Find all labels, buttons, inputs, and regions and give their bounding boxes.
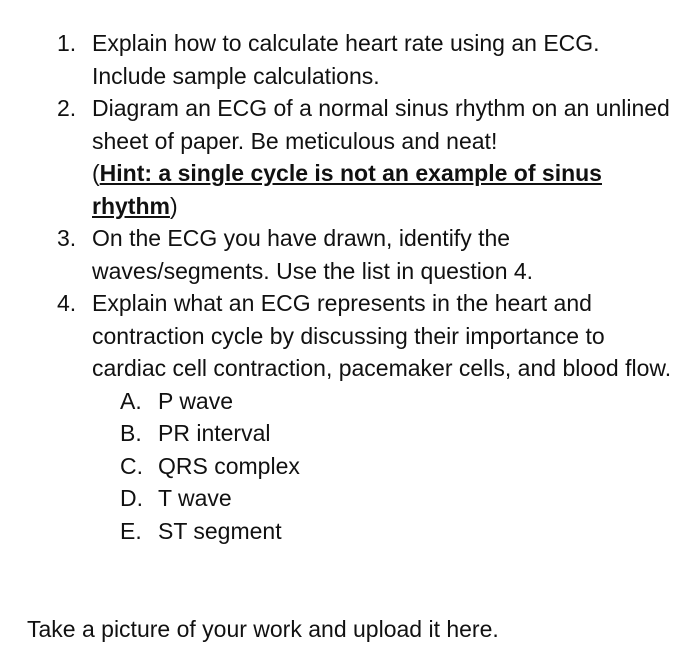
subitem-letter: B.	[120, 420, 142, 446]
question-number: 1.	[57, 30, 77, 56]
subitem-text: T wave	[158, 485, 232, 511]
question-list	[0, 27, 700, 547]
subitem-text: PR interval	[158, 420, 271, 446]
footer-instruction: Take a picture of your work and upload it here.	[27, 616, 499, 642]
subitem-d	[0, 482, 700, 515]
question-number: 4.	[57, 290, 77, 316]
subitem-text: QRS complex	[158, 452, 300, 479]
question-text: Explain what an ECG represents in the heart and contraction cycle by discussing their importance to cardiac cell contraction, pacemaker cells, and blood flow.	[92, 290, 672, 381]
question-2	[0, 92, 677, 222]
subitem-b	[0, 417, 700, 450]
question-4	[0, 287, 677, 385]
question-text: Explain how to calculate heart rate using an ECG. Include sample calculations.	[92, 30, 600, 89]
question-number: 3.	[57, 225, 77, 251]
subitem-text: ST segment	[158, 517, 282, 544]
subitem-letter: D.	[120, 485, 143, 511]
question-text: Diagram an ECG of a normal sinus rhythm on an unlined sheet of paper. Be meticulous and neat!	[92, 95, 670, 154]
hint-close-paren: )	[169, 192, 178, 219]
subitem-e	[0, 515, 700, 548]
subitem-a	[0, 385, 700, 418]
question-3	[0, 222, 677, 287]
question-number: 2.	[57, 95, 77, 121]
subitem-letter: A.	[120, 387, 142, 414]
hint-open-paren: (	[92, 160, 100, 186]
hint-text: Hint: a single cycle is not an example of sinus rhythm	[92, 160, 602, 219]
question-text: On the ECG you have drawn, identify the waves/segments. Use the list in question 4.	[92, 225, 534, 284]
subitem-c	[0, 450, 700, 483]
subitem-letter: C.	[120, 452, 143, 479]
subitem-letter: E.	[120, 517, 142, 544]
subitem-text: P wave	[158, 387, 234, 414]
question-1	[0, 27, 677, 92]
